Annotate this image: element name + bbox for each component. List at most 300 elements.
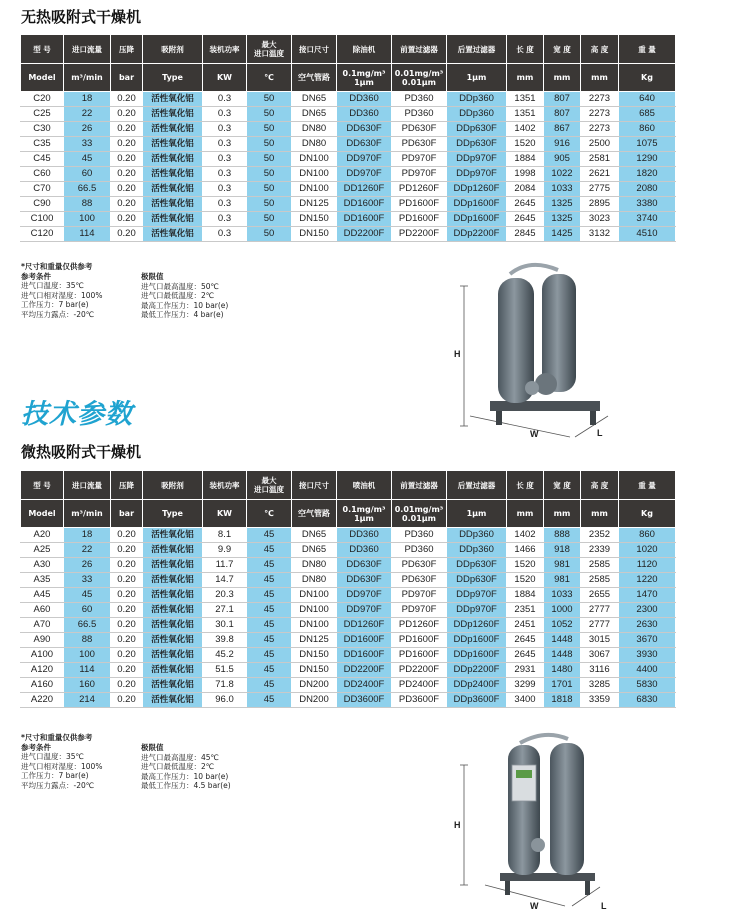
table-cell: 1402 (507, 528, 544, 543)
table-cell: 0.20 (111, 227, 143, 242)
table-cell: 1520 (507, 558, 544, 573)
table-cell: A90 (21, 633, 64, 648)
note-line: 最高工作压力：10 bar(e) (141, 771, 229, 781)
table-cell: 50 (247, 182, 292, 197)
note-line: 极限值 (141, 272, 164, 281)
table-cell: 71.8 (203, 678, 247, 693)
table-cell: DD1600F (337, 197, 392, 212)
table-cell: DDp3600F (447, 693, 507, 708)
table-cell: 45 (247, 528, 292, 543)
table-cell: 50 (247, 212, 292, 227)
table-cell: 2895 (581, 197, 619, 212)
column-header: 压降 (111, 35, 143, 64)
table-cell: 50 (247, 122, 292, 137)
note-line: 最高工作压力：10 bar(e) (141, 300, 229, 310)
table-cell: C45 (21, 152, 64, 167)
note-line: 进气口最高温度：45℃ (141, 752, 219, 762)
table-header-row (21, 500, 676, 528)
table-cell: 2845 (507, 227, 544, 242)
table-cell: 2451 (507, 618, 544, 633)
table-cell: 0.20 (111, 137, 143, 152)
table-row (21, 558, 676, 573)
table-cell: A30 (21, 558, 64, 573)
table-cell: 2645 (507, 633, 544, 648)
table-cell: DD1600F (337, 633, 392, 648)
table-row (21, 167, 676, 182)
table-cell: 981 (544, 558, 581, 573)
table-cell: 33 (64, 137, 111, 152)
table-cell: 3740 (619, 212, 676, 227)
table-cell: 活性氧化铝 (143, 122, 203, 137)
table-cell: DD360 (337, 92, 392, 107)
table-cell: PD2400F (392, 678, 447, 693)
note-line: *尺寸和重量仅供参考 (21, 733, 93, 742)
table-cell: 活性氧化铝 (143, 92, 203, 107)
table-cell: DDp630F (447, 122, 507, 137)
note-line: 最低工作压力：4 bar(e) (141, 310, 224, 320)
column-header: 型 号 (21, 35, 64, 64)
table-cell: 66.5 (64, 182, 111, 197)
table-cell: 0.20 (111, 693, 143, 708)
table-cell: DD970F (337, 152, 392, 167)
table-cell: 88 (64, 197, 111, 212)
table-cell: PD360 (392, 528, 447, 543)
table-cell: 0.20 (111, 543, 143, 558)
table-cell: DN150 (292, 648, 337, 663)
table-cell: 1480 (544, 663, 581, 678)
table-cell: 2777 (581, 603, 619, 618)
table-cell: 0.20 (111, 678, 143, 693)
note-line: 进气口相对湿度：100% (21, 761, 103, 771)
table-cell: 1120 (619, 558, 676, 573)
table-cell: 1820 (619, 167, 676, 182)
table-cell: 2585 (581, 558, 619, 573)
column-header: 进口流量 (64, 35, 111, 64)
table-cell: DD3600F (337, 693, 392, 708)
table-cell: 3015 (581, 633, 619, 648)
table-cell: 14.7 (203, 573, 247, 588)
table-cell: 685 (619, 107, 676, 122)
note-line: 工作压力：7 bar(e) (21, 300, 89, 310)
length-label: L (597, 428, 603, 438)
table-cell: PD1600F (392, 633, 447, 648)
table-row (21, 603, 676, 618)
column-header: 装机功率 (203, 35, 247, 64)
column-header: 重 量 (619, 35, 676, 64)
table-cell: 50 (247, 92, 292, 107)
table-cell: 22 (64, 107, 111, 122)
table-cell: 45 (247, 633, 292, 648)
table-cell: DD630F (337, 573, 392, 588)
table-cell: 2352 (581, 528, 619, 543)
table-cell: 1351 (507, 92, 544, 107)
table-cell: 50 (247, 152, 292, 167)
table-cell: 2621 (581, 167, 619, 182)
table-cell: DD360 (337, 543, 392, 558)
table-row (21, 633, 676, 648)
column-header: 接口尺寸 (292, 471, 337, 500)
table-cell: PD3600F (392, 693, 447, 708)
table-cell: 2273 (581, 107, 619, 122)
column-header: 装机功率 (203, 471, 247, 500)
column-unit-header: mm (507, 64, 544, 92)
table-row (21, 528, 676, 543)
column-unit-header: Type (143, 500, 203, 528)
table-cell: DD970F (337, 603, 392, 618)
table-cell: 1290 (619, 152, 676, 167)
table-cell: 916 (544, 137, 581, 152)
table-cell: 0.20 (111, 588, 143, 603)
table-cell: 0.3 (203, 197, 247, 212)
column-header: 接口尺寸 (292, 35, 337, 64)
table-cell: DDp360 (447, 107, 507, 122)
note-line: 进气口最高温度：50℃ (141, 281, 219, 291)
table-cell: 45 (247, 678, 292, 693)
column-unit-header: ℃ (247, 500, 292, 528)
table-cell: 1220 (619, 573, 676, 588)
table-cell: 918 (544, 543, 581, 558)
table-cell: 50 (247, 227, 292, 242)
table-cell: 2630 (619, 618, 676, 633)
length-label: L (601, 901, 607, 911)
table-cell: 活性氧化铝 (143, 693, 203, 708)
column-unit-header: ℃ (247, 64, 292, 92)
column-header: 除油机 (337, 35, 392, 64)
table-cell: 活性氧化铝 (143, 528, 203, 543)
table-cell: 26 (64, 558, 111, 573)
table-cell: DDp630F (447, 558, 507, 573)
table-cell: 160 (64, 678, 111, 693)
column-header: 高 度 (581, 471, 619, 500)
table-row (21, 227, 676, 242)
column-header: 重 量 (619, 471, 676, 500)
table-cell: 50 (247, 137, 292, 152)
table-header-row (21, 35, 676, 64)
table-cell: A220 (21, 693, 64, 708)
column-header: 喷油机 (337, 471, 392, 500)
table-cell: 0.3 (203, 92, 247, 107)
table-cell: 860 (619, 122, 676, 137)
table-cell: 0.3 (203, 122, 247, 137)
table-cell: DDp2400F (447, 678, 507, 693)
table-cell: DN80 (292, 573, 337, 588)
column-unit-header: 0.1mg/m³ 1μm (337, 64, 392, 92)
table-cell: 0.3 (203, 167, 247, 182)
column-unit-header: 0.1mg/m³ 1μm (337, 500, 392, 528)
table-cell: PD630F (392, 573, 447, 588)
table-cell: C60 (21, 167, 64, 182)
table-cell: 1425 (544, 227, 581, 242)
limit-values-notes (141, 743, 231, 791)
table-cell: 活性氧化铝 (143, 588, 203, 603)
table-cell: 2581 (581, 152, 619, 167)
table-cell: C70 (21, 182, 64, 197)
table-cell: 1448 (544, 633, 581, 648)
table-cell: A70 (21, 618, 64, 633)
table-cell: 1448 (544, 648, 581, 663)
column-header: 宽 度 (544, 471, 581, 500)
heated-dryer-image (450, 725, 620, 915)
table-cell: DN100 (292, 152, 337, 167)
height-label: H (454, 820, 461, 830)
note-line: 极限值 (141, 743, 164, 752)
table-cell: 2931 (507, 663, 544, 678)
note-line: 工作压力：7 bar(e) (21, 771, 89, 781)
table-cell: 1884 (507, 152, 544, 167)
table-cell: C30 (21, 122, 64, 137)
table-cell: C120 (21, 227, 64, 242)
column-header: 吸附剂 (143, 35, 203, 64)
table-cell: 45 (247, 543, 292, 558)
table-cell: 2500 (581, 137, 619, 152)
table-cell: 1520 (507, 573, 544, 588)
note-line: 参考条件 (21, 742, 51, 752)
table-row (21, 107, 676, 122)
table-cell: 活性氧化铝 (143, 603, 203, 618)
table-row (21, 182, 676, 197)
table-cell: 活性氧化铝 (143, 167, 203, 182)
table-cell: 88 (64, 633, 111, 648)
table-cell: PD630F (392, 122, 447, 137)
limit-values-notes (141, 272, 228, 320)
table-cell: 5830 (619, 678, 676, 693)
table-cell: 867 (544, 122, 581, 137)
table-cell: 66.5 (64, 618, 111, 633)
table-cell: 860 (619, 528, 676, 543)
table-cell: DD1260F (337, 618, 392, 633)
table-cell: A45 (21, 588, 64, 603)
column-header: 宽 度 (544, 35, 581, 64)
table-cell: 11.7 (203, 558, 247, 573)
table-cell: 45 (247, 663, 292, 678)
column-unit-header: mm (544, 64, 581, 92)
table-header-row (21, 64, 676, 92)
table-cell: DN80 (292, 137, 337, 152)
column-unit-header: Kg (619, 64, 676, 92)
note-line: 平均压力露点：-20℃ (21, 309, 95, 319)
table-cell: 60 (64, 603, 111, 618)
table-cell: 1325 (544, 212, 581, 227)
table-cell: 905 (544, 152, 581, 167)
table-cell: 0.20 (111, 212, 143, 227)
table-row (21, 152, 676, 167)
table-cell: 1020 (619, 543, 676, 558)
table-cell: PD2200F (392, 227, 447, 242)
table-cell: 0.3 (203, 152, 247, 167)
table-cell: 0.20 (111, 633, 143, 648)
table-cell: 2585 (581, 573, 619, 588)
table-row (21, 663, 676, 678)
note-line: *尺寸和重量仅供参考 (21, 262, 93, 271)
table-cell: 1022 (544, 167, 581, 182)
table-cell: A100 (21, 648, 64, 663)
table-cell: 3023 (581, 212, 619, 227)
table-cell: 活性氧化铝 (143, 573, 203, 588)
column-unit-header: 0.01mg/m³ 0.01μm (392, 500, 447, 528)
note-line: 进气口温度：35℃ (21, 752, 84, 762)
section2-title: 微热吸附式干燥机 (21, 443, 142, 461)
table-cell: 2645 (507, 648, 544, 663)
table-cell: 活性氧化铝 (143, 648, 203, 663)
table-cell: 45 (247, 618, 292, 633)
table-cell: 3380 (619, 197, 676, 212)
table-cell: 50 (247, 107, 292, 122)
table-cell: 26 (64, 122, 111, 137)
technical-parameters-heading: 技术参数 (21, 399, 133, 430)
table-cell: 30.1 (203, 618, 247, 633)
column-unit-header: Model (21, 64, 64, 92)
table-cell: 981 (544, 573, 581, 588)
heatless-dryer-image (450, 256, 620, 441)
table-cell: 2300 (619, 603, 676, 618)
note-line: 最低工作压力：4.5 bar(e) (141, 781, 231, 791)
table-cell: 114 (64, 663, 111, 678)
column-unit-header: mm (507, 500, 544, 528)
table-cell: 18 (64, 92, 111, 107)
table-row (21, 212, 676, 227)
table-cell: DN65 (292, 528, 337, 543)
table-cell: DN200 (292, 693, 337, 708)
table-cell: 39.8 (203, 633, 247, 648)
table-cell: DDp630F (447, 573, 507, 588)
column-unit-header: 1μm (447, 500, 507, 528)
table-cell: PD360 (392, 543, 447, 558)
table-cell: PD360 (392, 92, 447, 107)
column-unit-header: bar (111, 64, 143, 92)
table-cell: 1402 (507, 122, 544, 137)
table-cell: 45.2 (203, 648, 247, 663)
table-cell: 20.3 (203, 588, 247, 603)
table-cell: DDp360 (447, 543, 507, 558)
table-cell: 60 (64, 167, 111, 182)
table-cell: 0.20 (111, 603, 143, 618)
table-cell: 114 (64, 227, 111, 242)
column-unit-header: 0.01mg/m³ 0.01μm (392, 64, 447, 92)
column-unit-header: mm (581, 500, 619, 528)
table-cell: A25 (21, 543, 64, 558)
table-cell: 45 (64, 588, 111, 603)
table-cell: 0.3 (203, 227, 247, 242)
table-cell: DD360 (337, 107, 392, 122)
table-cell: 50 (247, 197, 292, 212)
table-cell: 640 (619, 92, 676, 107)
table-cell: PD630F (392, 137, 447, 152)
table-cell: 45 (64, 152, 111, 167)
table-cell: 214 (64, 693, 111, 708)
column-header: 进口流量 (64, 471, 111, 500)
table-cell: 活性氧化铝 (143, 633, 203, 648)
table-cell: PD1260F (392, 618, 447, 633)
width-label: W (530, 901, 539, 911)
table-cell: 51.5 (203, 663, 247, 678)
table-cell: DN150 (292, 663, 337, 678)
table-cell: 3299 (507, 678, 544, 693)
table-cell: DD1260F (337, 182, 392, 197)
table-cell: DN125 (292, 197, 337, 212)
table-cell: DD630F (337, 558, 392, 573)
table-cell: 1000 (544, 603, 581, 618)
table-cell: 100 (64, 648, 111, 663)
table-row (21, 573, 676, 588)
table-cell: 2645 (507, 212, 544, 227)
table-cell: DDp1600F (447, 633, 507, 648)
table-cell: PD1260F (392, 182, 447, 197)
table-row (21, 137, 676, 152)
table-cell: DN125 (292, 633, 337, 648)
table-cell: 2084 (507, 182, 544, 197)
table-cell: PD970F (392, 152, 447, 167)
column-unit-header: m³/min (64, 64, 111, 92)
table-cell: 1075 (619, 137, 676, 152)
table-cell: 活性氧化铝 (143, 618, 203, 633)
table-cell: 1520 (507, 137, 544, 152)
table-cell: 2273 (581, 122, 619, 137)
table-row (21, 197, 676, 212)
column-header: 长 度 (507, 471, 544, 500)
table-cell: 2645 (507, 197, 544, 212)
table-cell: DDp2200F (447, 227, 507, 242)
column-header: 最大 进口温度 (247, 471, 292, 500)
table-cell: 0.20 (111, 573, 143, 588)
table-cell: 100 (64, 212, 111, 227)
table-row (21, 648, 676, 663)
table-cell: DD1600F (337, 212, 392, 227)
table-cell: 活性氧化铝 (143, 678, 203, 693)
column-header: 后置过滤器 (447, 35, 507, 64)
table-cell: 活性氧化铝 (143, 182, 203, 197)
column-header: 型 号 (21, 471, 64, 500)
column-unit-header: Type (143, 64, 203, 92)
table-cell: C100 (21, 212, 64, 227)
table-cell: DN65 (292, 543, 337, 558)
table-row (21, 618, 676, 633)
table-cell: DD1600F (337, 648, 392, 663)
table-cell: C90 (21, 197, 64, 212)
table-cell: 888 (544, 528, 581, 543)
table-cell: 8.1 (203, 528, 247, 543)
table-cell: 3400 (507, 693, 544, 708)
table-row (21, 588, 676, 603)
table-cell: DD2200F (337, 227, 392, 242)
table-cell: 0.3 (203, 107, 247, 122)
table-cell: 活性氧化铝 (143, 543, 203, 558)
note-line: 进气口最低温度：2℃ (141, 291, 215, 301)
table-cell: 45 (247, 648, 292, 663)
table-cell: 0.20 (111, 648, 143, 663)
spec-table-heatless (20, 34, 676, 242)
table-cell: 2080 (619, 182, 676, 197)
table-cell: DD630F (337, 122, 392, 137)
table-cell: DN100 (292, 182, 337, 197)
table-cell: DDp970F (447, 152, 507, 167)
table-cell: 2339 (581, 543, 619, 558)
column-unit-header: m³/min (64, 500, 111, 528)
table-cell: DN100 (292, 588, 337, 603)
table-cell: PD1600F (392, 648, 447, 663)
table-cell: 2655 (581, 588, 619, 603)
table-cell: 18 (64, 528, 111, 543)
table-cell: DN80 (292, 122, 337, 137)
table-cell: PD970F (392, 603, 447, 618)
table-cell: 2775 (581, 182, 619, 197)
table-cell: DN200 (292, 678, 337, 693)
table-cell: PD360 (392, 107, 447, 122)
table-cell: 活性氧化铝 (143, 107, 203, 122)
table-cell: 45 (247, 573, 292, 588)
table-cell: 0.20 (111, 152, 143, 167)
column-unit-header: Kg (619, 500, 676, 528)
column-header: 前置过滤器 (392, 471, 447, 500)
